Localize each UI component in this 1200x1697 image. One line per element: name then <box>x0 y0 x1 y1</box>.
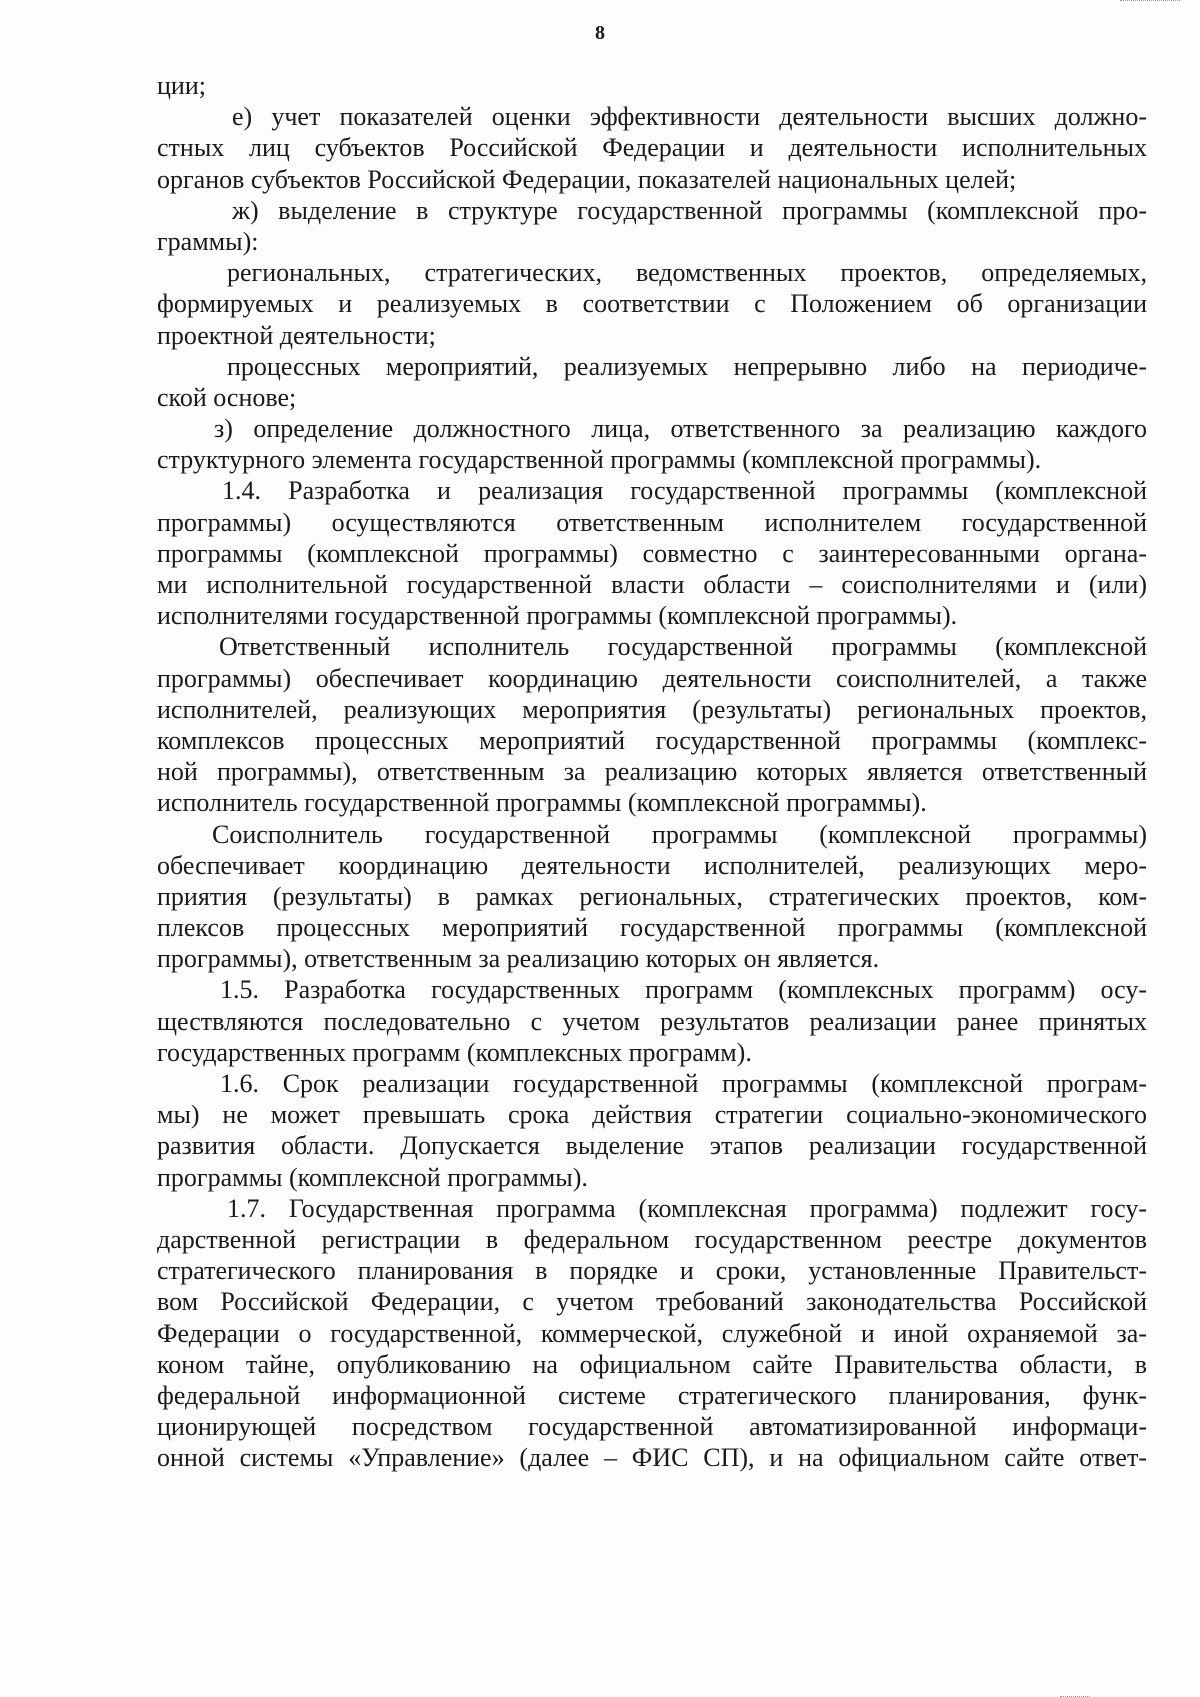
text-line: исполнителями государственной программы (комплексной программы). <box>157 601 958 631</box>
text-line: 1.5. Разработка государственных программ (комплексных программ) осу- <box>220 975 1147 1005</box>
page-number: 8 <box>595 22 605 44</box>
text-line: коном тайне, опубликованию на официальном сайте Правительства области, в <box>157 1349 1147 1379</box>
text-line: мы) не может превышать срока действия стратегии социально-экономического <box>157 1100 1147 1130</box>
text-line: стратегического планирования в порядке и сроки, установленные Правительст- <box>157 1256 1147 1286</box>
text-line: обеспечивает координацию деятельности исполнителей, реализующих меро- <box>157 850 1147 880</box>
text-line: программы (комплексной программы). <box>157 1162 588 1192</box>
text-line: исполнителей, реализующих мероприятия (результаты) региональных проектов, <box>157 694 1147 724</box>
text-line: исполнитель государственной программы (комплексной программы). <box>157 788 927 818</box>
text-line: вом Российской Федерации, с учетом требований законодательства Российской <box>157 1287 1147 1317</box>
text-line: ной программы), ответственным за реализацию которых является ответственный <box>157 757 1147 787</box>
text-line: проектной деятельности; <box>157 320 436 350</box>
text-line: е) учет показателей оценки эффективности деятельности высших должно- <box>232 102 1147 132</box>
text-line: региональных, стратегических, ведомственных проектов, определяемых, <box>227 258 1147 288</box>
text-line: структурного элемента государственной программы (комплексной программы). <box>157 445 1042 475</box>
scan-artifact-bottom <box>1060 1690 1090 1697</box>
text-line: Федерации о государственной, коммерческой, служебной и иной охраняемой за- <box>157 1318 1147 1348</box>
text-line: программы (комплексной программы) совместно с заинтересованными органа- <box>157 538 1147 568</box>
text-line: программы) обеспечивает координацию деятельности соисполнителей, а также <box>157 663 1147 693</box>
text-line: 1.6. Срок реализации государственной программы (комплексной програм- <box>220 1069 1147 1098</box>
document-body <box>157 70 1147 1473</box>
text-line: ции; <box>157 71 206 100</box>
text-line: ж) выделение в структуре государственной программы (комплексной про- <box>232 195 1147 225</box>
text-line: дарственной регистрации в федеральном государственном реестре документов <box>157 1224 1147 1254</box>
text-line: федеральной информационной системе стратегического планирования, функ- <box>157 1380 1147 1410</box>
text-line: ми исполнительной государственной власти области – соисполнителями и (или) <box>157 570 1147 599</box>
text-line: 1.4. Разработка и реализация государственной программы (комплексной <box>222 476 1147 506</box>
text-line: 1.7. Государственная программа (комплексная программа) подлежит госу- <box>227 1193 1147 1223</box>
text-line: органов субъектов Российской Федерации, показателей национальных целей; <box>157 164 1017 194</box>
text-line: государственных программ (комплексных программ). <box>157 1037 752 1067</box>
text-line: процессных мероприятий, реализуемых непрерывно либо на периодиче- <box>227 351 1147 381</box>
scan-artifact-top <box>1120 0 1180 7</box>
text-line: онной системы «Управление» (далее – ФИС СП), и на официальном сайте ответ- <box>157 1443 1147 1473</box>
text-line: Соисполнитель государственной программы (комплексной программы) <box>212 819 1147 849</box>
text-line: граммы): <box>157 226 259 256</box>
text-line: ской основе; <box>157 382 297 412</box>
text-line: з) определение должностного лица, ответственного за реализацию каждого <box>214 414 1147 444</box>
text-line: программы), ответственным за реализацию которых он является. <box>157 944 880 974</box>
text-line: ществляются последовательно с учетом результатов реализации ранее принятых <box>157 1006 1147 1036</box>
text-line: комплексов процессных мероприятий государственной программы (комплекс- <box>157 725 1147 755</box>
text-line: стных лиц субъектов Российской Федерации и деятельности исполнительных <box>157 133 1147 163</box>
text-line: программы) осуществляются ответственным исполнителем государственной <box>157 507 1147 537</box>
text-line: приятия (результаты) в рамках региональных, стратегических проектов, ком- <box>157 881 1147 911</box>
text-line: плексов процессных мероприятий государственной программы (комплексной <box>157 913 1147 943</box>
text-line: формируемых и реализуемых в соответствии с Положением об организации <box>157 289 1147 319</box>
text-line: развития области. Допускается выделение этапов реализации государственной <box>157 1131 1147 1161</box>
text-line: ционирующей посредством государственной автоматизированной информаци- <box>157 1412 1147 1442</box>
text-line: Ответственный исполнитель государственной программы (комплексной <box>219 632 1147 662</box>
